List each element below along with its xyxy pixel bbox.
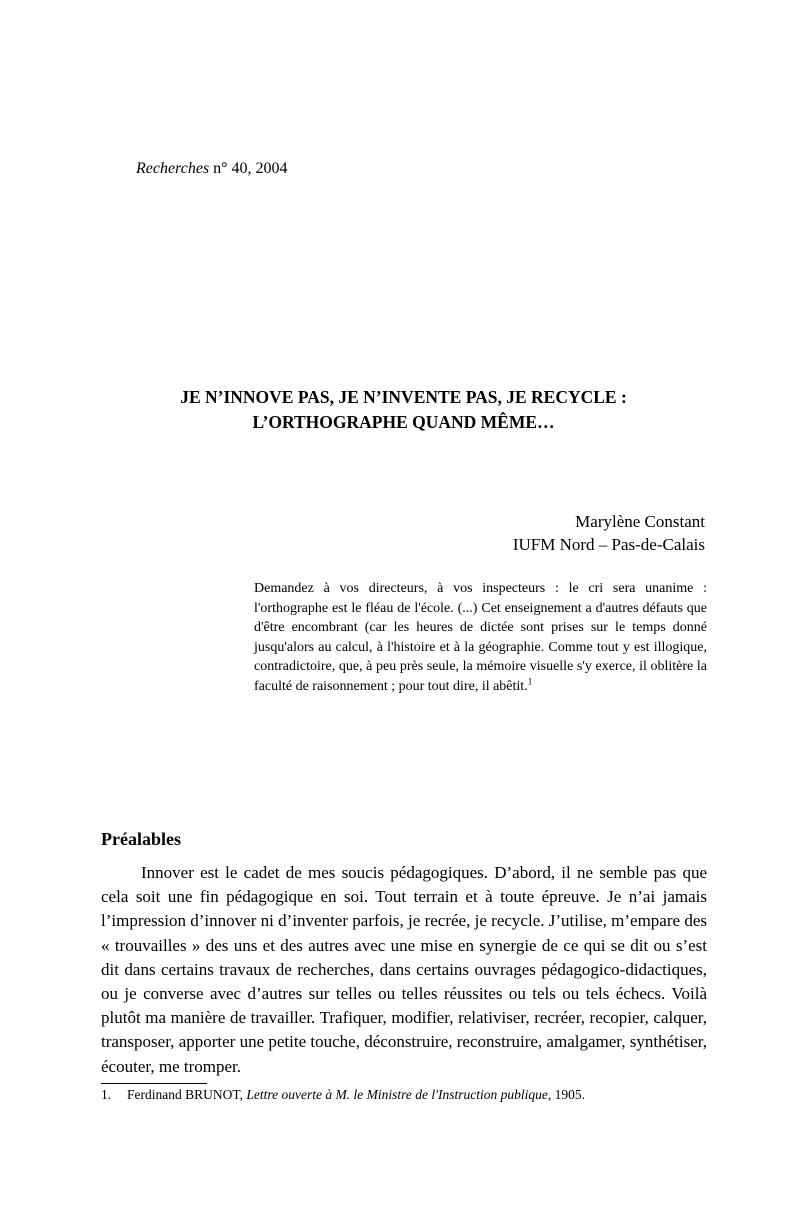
- footnote-reference: 1: [527, 676, 533, 687]
- author-block: [513, 510, 705, 556]
- footnote-work: Lettre ouverte à M. le Ministre de l'Instruction publique: [246, 1087, 548, 1102]
- title-line-2: L’ORTHOGRAPHE QUAND MÊME…: [252, 412, 555, 432]
- footnote: [101, 1087, 585, 1103]
- footnote-number: 1.: [101, 1087, 112, 1102]
- footnote-year: , 1905.: [547, 1087, 585, 1102]
- section-heading: Préalables: [101, 829, 181, 849]
- author-affiliation: IUFM Nord – Pas-de-Calais: [512, 535, 705, 554]
- article-title: [100, 385, 707, 435]
- body-paragraph: Innover est le cadet de mes soucis pédagogiques. D’abord, il ne semble pas que cela soit une fin pédagogique en soi. Tout terrain et à toute épreuve. Je n’ai jamais l’impression d’innover ni d’inventer parfois, je recrée, je recycle. J’utilise, m’empare des « trouvailles » des uns et des autres avec une mise en synergie de ce qui se dit ou s’est dit dans certains travaux de recherches, dans certains ouvrages pédagogico-didactiques, ou je converse avec d’autres sur telles ou telles réussites ou tels ou tels échecs. Voilà plutôt ma manière de travailler. Trafiquer, modifier, relativiser, recréer, recopier, calquer, transposer, apporter une petite touche, déconstruire, reconstruire, amalgamer, synthétiser, écouter, me tromper.: [101, 863, 707, 1076]
- epigraph-text: Demandez à vos directeurs, à vos inspecteurs : le cri sera unanime : l'orthographe est le fléau de l'école. (...) Cet enseignement a d'autres défauts que d'être encombrant (car les heures de dictée sont prises sur le temps donné jusqu'alors au calcul, à l'histoire et à la géographie. Comme tout y est illogique, contradictoire, que, à peu près seule, la mémoire visuelle s'y exerce, il oblitère la faculté de raisonnement ; pour tout dire, il abêtit.: [254, 581, 707, 694]
- journal-name: Recherches: [136, 160, 210, 177]
- epigraph-quote: [254, 579, 707, 697]
- footnote-divider: [101, 1083, 207, 1084]
- footnote-author: Ferdinand BRUNOT,: [127, 1087, 243, 1102]
- author-name: Marylène Constant: [575, 512, 705, 531]
- journal-issue: n° 40, 2004: [213, 160, 288, 177]
- journal-reference: [136, 160, 288, 178]
- title-line-1: JE N’INNOVE PAS, JE N’INVENTE PAS, JE RECYCLE :: [180, 387, 627, 407]
